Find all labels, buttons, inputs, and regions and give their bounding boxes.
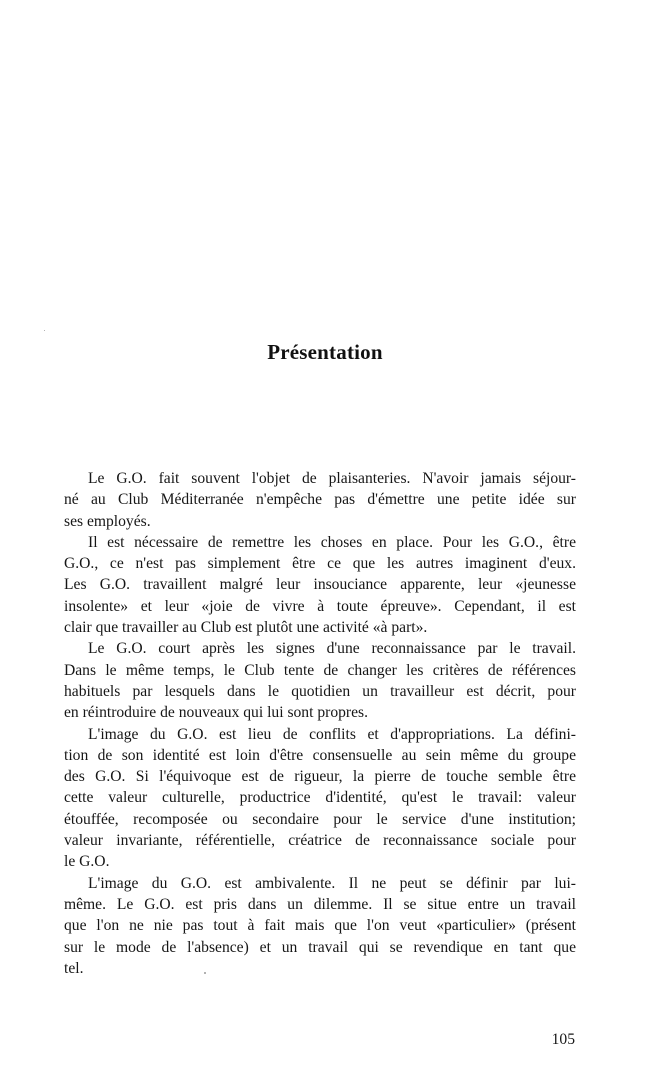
text-line: même. Le G.O. est pris dans un dilemme. Il se situe entre un travail [64,895,576,913]
text-line: des G.O. Si l'équivoque est de rigueur, la pierre de touche semble être [64,768,576,786]
text-line: Le G.O. fait souvent l'objet de plaisanteries. N'avoir jamais séjour- [88,470,576,487]
text-line: G.O., ce n'est pas simplement être ce que les autres imaginent d'eux. [64,555,576,573]
text-line: sur le mode de l'absence) et un travail qui se revendique en tant que [64,938,576,956]
text-line: étouffée, recomposée ou secondaire pour le service d'une institution; [64,810,576,828]
text-line: né au Club Méditerranée n'empêche pas d'émettre une petite idée sur [64,491,576,509]
text-line: habituels par lesquels dans le quotidien un travailleur est décrit, pour [64,682,576,700]
text-line: Le G.O. court après les signes d'une reconnaissance par le travail. [88,640,576,658]
text-line: valeur invariante, référentielle, créatrice de reconnaissance sociale pour [64,832,576,850]
body-text [64,468,576,979]
text-line: L'image du G.O. est ambivalente. Il ne peut se définir par lui- [88,874,576,892]
text-line: Les G.O. travaillent malgré leur insouciance apparente, leur «jeunesse [64,576,576,594]
text-line: ses employés. [64,512,151,530]
text-line: insolente» et leur «joie de vivre à toute épreuve». Cependant, il est [64,597,576,615]
scan-speck [204,972,206,974]
text-line: Dans le même temps, le Club tente de changer les critères de références [64,661,576,679]
text-line: tion de son identité est loin d'être consensuelle au sein même du groupe [64,746,576,764]
text-line: clair que travailler au Club est plutôt une activité «à part». [64,619,428,637]
text-line: L'image du G.O. est lieu de conflits et d'appropriations. La défini- [88,725,576,743]
page-title: Présentation [267,340,383,364]
text-line: cette valeur culturelle, productrice d'identité, qu'est le travail: valeur [64,789,576,807]
scan-speck [44,330,45,331]
text-line: Il est nécessaire de remettre les choses en place. Pour les G.O., être [88,533,576,551]
page-number: 105 [551,1031,575,1048]
text-line: en réintroduire de nouveaux qui lui sont propres. [64,704,369,722]
text-line: le G.O. [64,853,110,871]
text-line: que l'on ne nie pas tout à fait mais que l'on veut «particulier» (présent [64,917,576,935]
text-line: tel. [64,959,84,977]
